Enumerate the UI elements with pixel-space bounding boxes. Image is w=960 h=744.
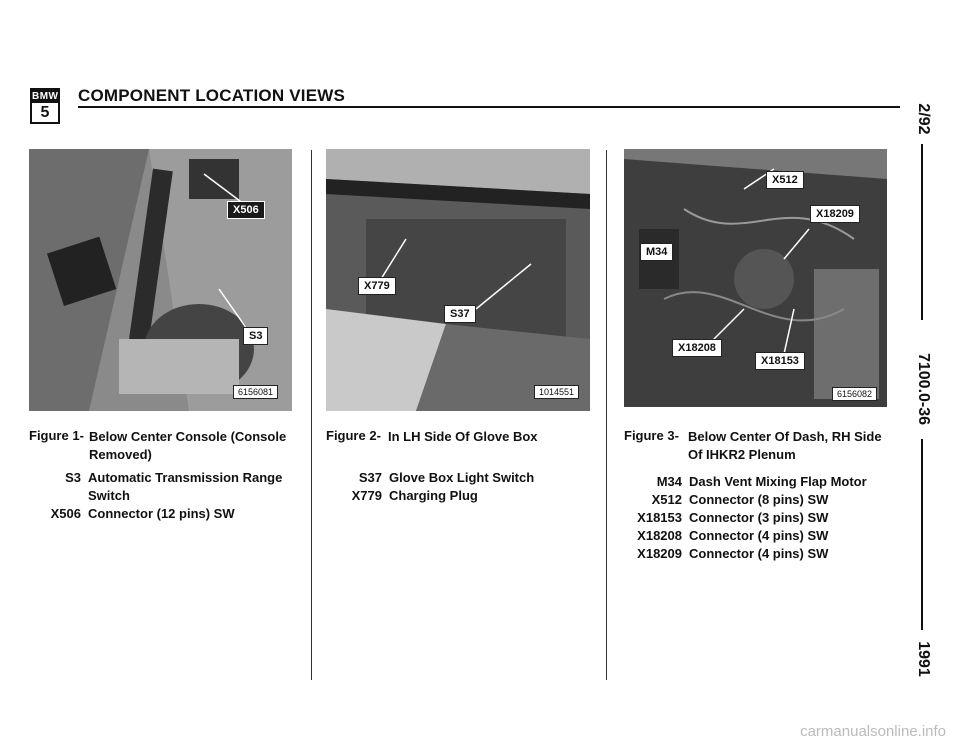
legend-code: X779 [351,488,382,503]
figure-1-caption [29,428,299,464]
caption-line: Below Center Console (Console [89,429,287,444]
callout-x18209: X18209 [810,205,860,223]
legend-desc: Connector (4 pins) SW [689,546,829,561]
legend-desc: Automatic Transmission Range [88,470,283,485]
callout-x18208: X18208 [672,339,722,357]
legend-code: X18208 [637,528,682,543]
figure-1-photo-art [29,149,292,411]
figure-1-caption-text [89,428,286,464]
legend-desc: Glove Box Light Switch [389,470,535,485]
legend-code: S3 [65,470,81,485]
legend-code: X18209 [637,546,682,561]
figure-2-caption-number: Figure 2- [326,428,381,443]
sidebar-date: 2/92 [914,94,932,144]
figure-2-caption [326,428,596,446]
caption-line: Below Center Of Dash, RH Side [688,429,882,444]
legend-item [624,473,894,491]
legend-item [326,487,596,505]
figure-2-photo [326,149,590,411]
photo-id-2: 1014551 [534,385,579,399]
column-divider-1 [311,150,312,680]
legend-desc: Connector (3 pins) SW [689,510,829,525]
figure-1-legend [29,469,309,523]
callout-x18153: X18153 [755,352,805,370]
legend-item [29,505,309,523]
sidebar-page-code: 7100.0-36 [914,339,932,439]
callout-x512: X512 [766,171,804,189]
callout-x779: X779 [358,277,396,295]
legend-item [326,469,596,487]
sidebar-rule-bottom [921,430,923,630]
legend-desc: Dash Vent Mixing Flap Motor [689,474,867,489]
column-divider-2 [606,150,607,680]
sidebar-rule-top [921,120,923,320]
legend-desc: Connector (8 pins) SW [689,492,829,507]
sidebar-year: 1991 [914,634,932,684]
caption-line: Of IHKR2 Plenum [688,447,796,462]
callout-s37: S37 [444,305,476,323]
callout-x506: X506 [227,201,265,219]
photo-id-1: 6156081 [233,385,278,399]
figure-1-photo [29,149,292,411]
header-rule [78,106,900,108]
figure-2-legend [326,469,596,505]
legend-item [624,491,894,509]
figure-1-caption-number: Figure 1- [29,428,84,443]
callout-s3: S3 [243,327,268,345]
watermark: carmanualsonline.info [800,723,946,740]
figure-3-caption [624,428,894,464]
legend-code: X512 [651,492,682,507]
caption-line: Removed) [89,447,152,462]
photo-id-3: 6156082 [832,387,877,401]
legend-item [624,509,894,527]
bmw-5-series-logo [30,88,60,124]
page-title: COMPONENT LOCATION VIEWS [78,86,346,105]
legend-item [624,527,894,545]
legend-desc: Switch [88,488,130,503]
logo-series: 5 [40,104,50,121]
legend-code: X18153 [637,510,682,525]
logo-brand: BMW [32,91,59,102]
legend-code: M34 [656,474,682,489]
legend-desc: Charging Plug [389,488,478,503]
legend-code: X506 [50,506,81,521]
figure-3-caption-number: Figure 3- [624,428,679,443]
figure-3-photo [624,149,887,407]
callout-m34: M34 [640,243,673,261]
figure-2-caption-text: In LH Side Of Glove Box [388,429,538,444]
legend-code: S37 [358,470,382,485]
figure-3-legend [624,473,894,563]
legend-item [29,469,309,505]
legend-desc: Connector (4 pins) SW [689,528,829,543]
figure-3-caption-text [688,428,882,464]
legend-item [624,545,894,563]
legend-desc: Connector (12 pins) SW [88,506,235,521]
